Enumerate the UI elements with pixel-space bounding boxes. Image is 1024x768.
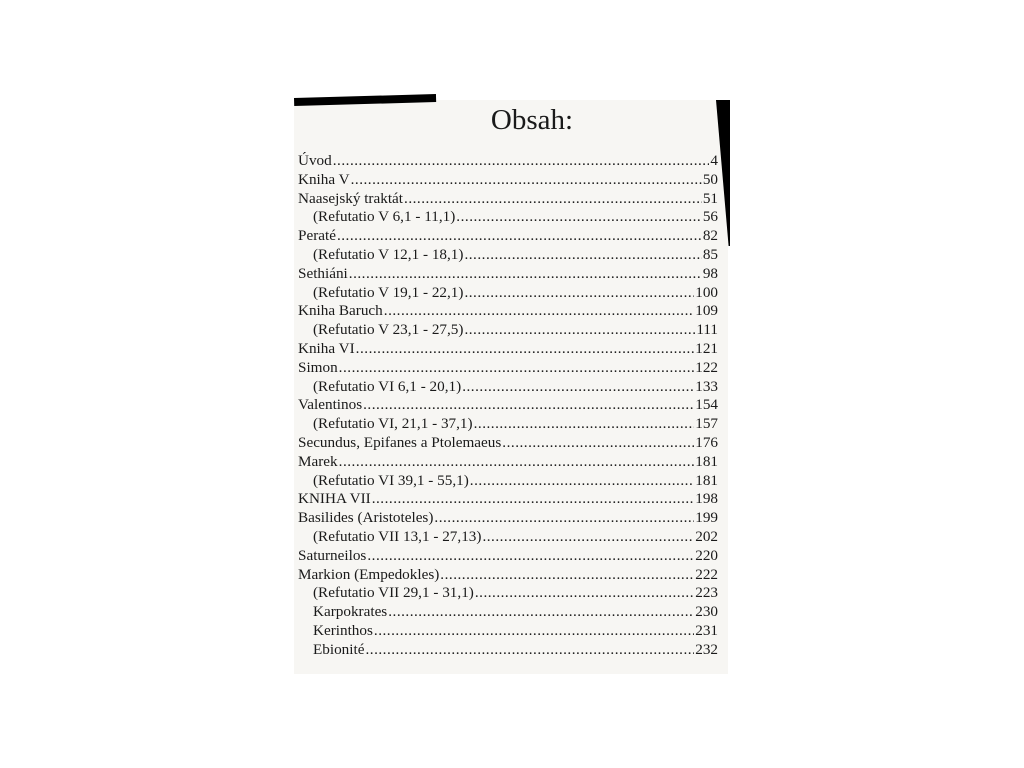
toc-entry-label: Secundus, Epifanes a Ptolemaeus xyxy=(298,433,502,451)
toc-entry-label: (Refutatio VI 39,1 - 55,1) xyxy=(313,471,469,489)
toc-entry-label: Kniha V xyxy=(298,170,350,188)
toc-entry-page-number: 154 xyxy=(695,396,718,414)
toc-dot-leader xyxy=(365,641,694,660)
toc-entry-label: Kniha Baruch xyxy=(298,302,383,320)
toc-dot-leader xyxy=(356,340,695,359)
toc-entry-label: (Refutatio V 19,1 - 22,1) xyxy=(313,283,464,301)
toc-entry-page-number: 202 xyxy=(695,527,718,545)
toc-entry xyxy=(298,415,718,434)
toc-dot-leader xyxy=(502,434,694,453)
toc-entry-label: (Refutatio VI, 21,1 - 37,1) xyxy=(313,415,473,433)
toc-dot-leader xyxy=(337,227,702,246)
toc-entry-page-number: 181 xyxy=(695,452,718,470)
toc-entry xyxy=(298,566,718,585)
toc-dot-leader xyxy=(470,472,694,491)
toc-dot-leader xyxy=(384,302,694,321)
toc-entry-page-number: 223 xyxy=(695,584,718,602)
toc-entry-label: Markion (Empedokles) xyxy=(298,565,440,583)
toc-entry-page-number: 176 xyxy=(695,433,718,451)
toc-dot-leader xyxy=(456,208,702,227)
toc-entry xyxy=(298,528,718,547)
toc-entry xyxy=(298,472,718,491)
toc-entry xyxy=(298,509,718,528)
toc-entry-page-number: 122 xyxy=(695,358,718,376)
toc-dot-leader xyxy=(474,415,695,434)
toc-dot-leader xyxy=(351,171,702,190)
toc-entry xyxy=(298,302,718,321)
toc-dot-leader xyxy=(349,265,702,284)
toc-entry-label: Ebionité xyxy=(313,640,365,658)
toc-entry-label: Simon xyxy=(298,358,338,376)
toc-dot-leader xyxy=(333,152,710,171)
toc-dot-leader xyxy=(339,359,695,378)
page-title: Obsah: xyxy=(490,104,574,136)
toc-entry xyxy=(298,208,718,227)
toc-entry-page-number: 82 xyxy=(702,227,718,245)
toc-dot-leader xyxy=(464,284,694,303)
toc-dot-leader xyxy=(372,490,695,509)
toc-dot-leader xyxy=(339,453,695,472)
toc-entry xyxy=(298,490,718,509)
toc-entry xyxy=(298,340,718,359)
toc-entry xyxy=(298,171,718,190)
toc-entry-page-number: 111 xyxy=(696,321,718,339)
table-of-contents xyxy=(298,152,718,660)
toc-entry xyxy=(298,622,718,641)
toc-entry-label: (Refutatio V 6,1 - 11,1) xyxy=(313,208,456,226)
toc-entry-page-number: 199 xyxy=(695,509,718,527)
toc-entry-label: Sethiáni xyxy=(298,264,348,282)
toc-entry xyxy=(298,190,718,209)
toc-entry-page-number: 109 xyxy=(695,302,718,320)
toc-entry xyxy=(298,359,718,378)
toc-entry-page-number: 157 xyxy=(695,415,718,433)
toc-entry xyxy=(298,152,718,171)
toc-entry-label: Kerinthos xyxy=(313,621,373,639)
toc-entry xyxy=(298,434,718,453)
toc-entry-label: (Refutatio V 12,1 - 18,1) xyxy=(313,245,464,263)
toc-entry-label: (Refutatio V 23,1 - 27,5) xyxy=(313,321,464,339)
toc-entry-page-number: 232 xyxy=(695,640,718,658)
toc-entry-page-number: 181 xyxy=(695,471,718,489)
toc-entry-page-number: 4 xyxy=(710,152,718,169)
toc-entry xyxy=(298,378,718,397)
toc-entry-page-number: 98 xyxy=(702,264,718,282)
toc-entry-page-number: 133 xyxy=(695,377,718,395)
toc-entry xyxy=(298,453,718,472)
toc-entry-label: Saturneilos xyxy=(298,546,367,564)
toc-dot-leader xyxy=(374,622,694,641)
toc-entry-page-number: 222 xyxy=(695,565,718,583)
toc-entry-page-number: 50 xyxy=(702,170,718,188)
toc-dot-leader xyxy=(464,246,701,265)
toc-dot-leader xyxy=(434,509,694,528)
toc-entry-page-number: 51 xyxy=(702,189,718,207)
toc-entry xyxy=(298,265,718,284)
toc-entry-label: KNIHA VII xyxy=(298,490,371,508)
toc-entry xyxy=(298,284,718,303)
toc-entry-label: Marek xyxy=(298,452,338,470)
toc-entry-page-number: 220 xyxy=(695,546,718,564)
toc-dot-leader xyxy=(363,396,694,415)
toc-entry-label: (Refutatio VII 29,1 - 31,1) xyxy=(313,584,474,602)
toc-entry-label: Úvod xyxy=(298,152,332,169)
toc-entry xyxy=(298,396,718,415)
toc-dot-leader xyxy=(464,321,695,340)
toc-entry-page-number: 231 xyxy=(695,621,718,639)
toc-entry xyxy=(298,227,718,246)
toc-entry xyxy=(298,584,718,603)
toc-entry xyxy=(298,547,718,566)
toc-entry-label: Karpokrates xyxy=(313,603,388,621)
toc-entry-label: Naasejský traktát xyxy=(298,189,404,207)
toc-dot-leader xyxy=(404,190,702,209)
toc-entry-label: Basilides (Aristoteles) xyxy=(298,509,434,527)
toc-entry-label: (Refutatio VII 13,1 - 27,13) xyxy=(313,527,482,545)
toc-entry-label: Kniha VI xyxy=(298,339,355,357)
toc-entry xyxy=(298,603,718,622)
toc-entry-page-number: 100 xyxy=(695,283,718,301)
toc-entry-label: Valentinos xyxy=(298,396,363,414)
toc-dot-leader xyxy=(462,378,694,397)
toc-dot-leader xyxy=(475,584,694,603)
toc-entry-page-number: 198 xyxy=(695,490,718,508)
toc-entry-page-number: 230 xyxy=(695,603,718,621)
toc-entry xyxy=(298,641,718,660)
toc-dot-leader xyxy=(440,566,694,585)
toc-dot-leader xyxy=(367,547,694,566)
toc-dot-leader xyxy=(388,603,694,622)
toc-entry-page-number: 121 xyxy=(695,339,718,357)
toc-entry-page-number: 56 xyxy=(702,208,718,226)
toc-entry-page-number: 85 xyxy=(702,245,718,263)
toc-entry xyxy=(298,321,718,340)
toc-dot-leader xyxy=(482,528,694,547)
toc-entry-label: (Refutatio VI 6,1 - 20,1) xyxy=(313,377,462,395)
toc-entry xyxy=(298,246,718,265)
toc-entry-label: Peraté xyxy=(298,227,336,245)
